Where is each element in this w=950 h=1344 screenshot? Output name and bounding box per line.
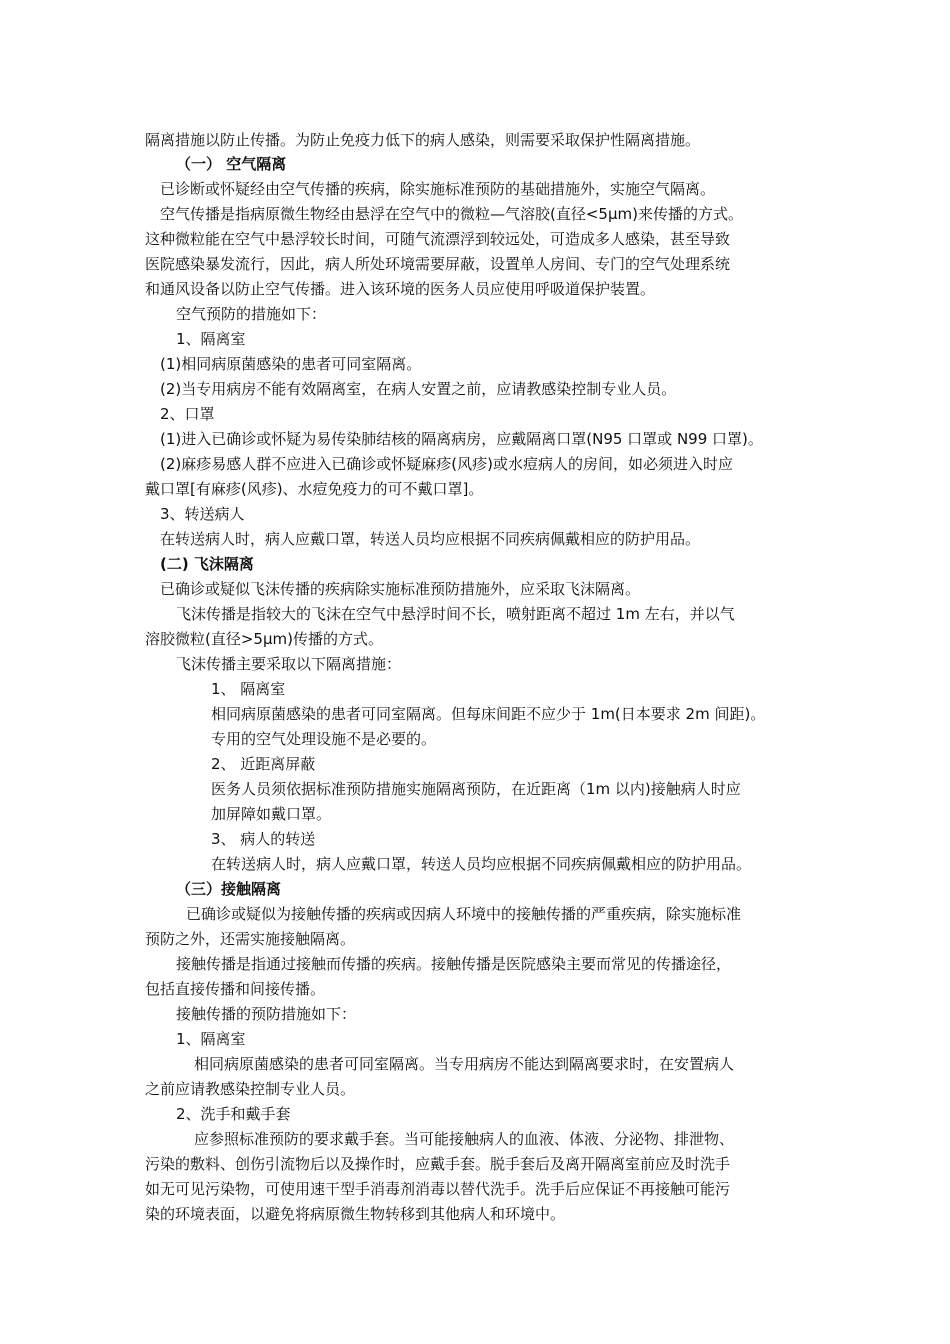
list-heading: 3、 病人的转送 (211, 830, 316, 848)
text-line: 这种微粒能在空气中悬浮较长时间，可随气流漂浮到较远处，可造成多人感染，甚至导致 (145, 230, 731, 248)
text-line: 空气预防的措施如下： (176, 305, 327, 323)
text-line: 如无可见污染物，可使用速干型手消毒剂消毒以替代洗手。洗手后应保证不再接触可能污 (145, 1180, 731, 1198)
text-line: 相同病原菌感染的患者可同室隔离。但每床间距不应少于 1m(日本要求 2m 间距)。 (211, 705, 766, 723)
text-line: 溶胶微粒(直径>5μm)传播的方式。 (145, 630, 383, 648)
text-line: 接触传播的预防措施如下： (176, 1005, 357, 1023)
text-line: 应参照标准预防的要求戴手套。当可能接触病人的血液、体液、分泌物、排泄物、 (194, 1130, 735, 1148)
text-line: 接触传播是指通过接触而传播的疾病。接触传播是医院感染主要而常见的传播途径， (176, 955, 732, 973)
list-heading: 1、隔离室 (176, 330, 246, 348)
list-heading: 2、 近距离屏蔽 (211, 755, 316, 773)
text-line: 飞沫传播是指较大的飞沫在空气中悬浮时间不长，喷射距离不超过 1m 左右，并以气 (176, 605, 735, 623)
list-heading: 1、隔离室 (176, 1030, 246, 1048)
list-heading: 3、转送病人 (160, 505, 245, 523)
text-line: 之前应请教感染控制专业人员。 (145, 1080, 356, 1098)
list-item: (1)相同病原菌感染的患者可同室隔离。 (160, 355, 422, 373)
section-heading-contact-isolation: （三）接触隔离 (176, 880, 282, 898)
section-heading-air-isolation: （一） 空气隔离 (176, 155, 287, 173)
text-line: 戴口罩[有麻疹(风疹)、水痘免疫力的可不戴口罩]。 (145, 480, 484, 498)
text-line: 飞沫传播主要采取以下隔离措施： (176, 655, 402, 673)
list-heading: 2、口罩 (160, 405, 215, 423)
text-line: 在转送病人时，病人应戴口罩，转送人员均应根据不同疾病佩戴相应的防护用品。 (160, 530, 701, 548)
text-line: 污染的敷料、创伤引流物后以及操作时，应戴手套。脱手套后及离开隔离室前应及时洗手 (145, 1155, 731, 1173)
text-line: 隔离措施以防止传播。为防止免疫力低下的病人感染，则需要采取保护性隔离措施。 (145, 131, 701, 149)
text-line: 相同病原菌感染的患者可同室隔离。当专用病房不能达到隔离要求时，在安置病人 (194, 1055, 735, 1073)
text-line: 染的环境表面，以避免将病原微生物转移到其他病人和环境中。 (145, 1205, 566, 1223)
text-line: 已确诊或疑似为接触传播的疾病或因病人环境中的接触传播的严重疾病，除实施标准 (186, 905, 742, 923)
text-line: 和通风设备以防止空气传播。进入该环境的医务人员应使用呼吸道保护装置。 (145, 280, 656, 298)
text-line: 在转送病人时，病人应戴口罩，转送人员均应根据不同疾病佩戴相应的防护用品。 (211, 855, 752, 873)
text-line: 医务人员须依据标准预防措施实施隔离预防，在近距离（1m 以内)接触病人时应 (211, 780, 741, 798)
list-item: (2)当专用病房不能有效隔离室，在病人安置之前，应请教感染控制专业人员。 (160, 380, 677, 398)
list-heading: 1、 隔离室 (211, 680, 286, 698)
list-item: (1)进入已确诊或怀疑为易传染肺结核的隔离病房，应戴隔离口罩(N95 口罩或 N99 口罩)。 (160, 430, 763, 448)
text-line: 医院感染暴发流行，因此，病人所处环境需要屏蔽，设置单人房间、专门的空气处理系统 (145, 255, 731, 273)
section-heading-droplet-isolation: (二) 飞沫隔离 (160, 555, 254, 573)
text-line: 包括直接传播和间接传播。 (145, 980, 326, 998)
text-line: 已确诊或疑似飞沫传播的疾病除实施标准预防措施外，应采取飞沫隔离。 (160, 580, 641, 598)
list-item: (2)麻疹易感人群不应进入已确诊或怀疑麻疹(风疹)或水痘病人的房间，如必须进入时应 (160, 455, 733, 473)
text-line: 预防之外，还需实施接触隔离。 (145, 930, 356, 948)
text-line: 专用的空气处理设施不是必要的。 (211, 730, 437, 748)
text-line: 加屏障如戴口罩。 (211, 805, 332, 823)
text-line: 空气传播是指病原微生物经由悬浮在空气中的微粒—气溶胶(直径<5μm)来传播的方式。 (160, 205, 743, 223)
list-heading: 2、洗手和戴手套 (176, 1105, 291, 1123)
text-line: 已诊断或怀疑经由空气传播的疾病，除实施标准预防的基础措施外，实施空气隔离。 (160, 180, 716, 198)
